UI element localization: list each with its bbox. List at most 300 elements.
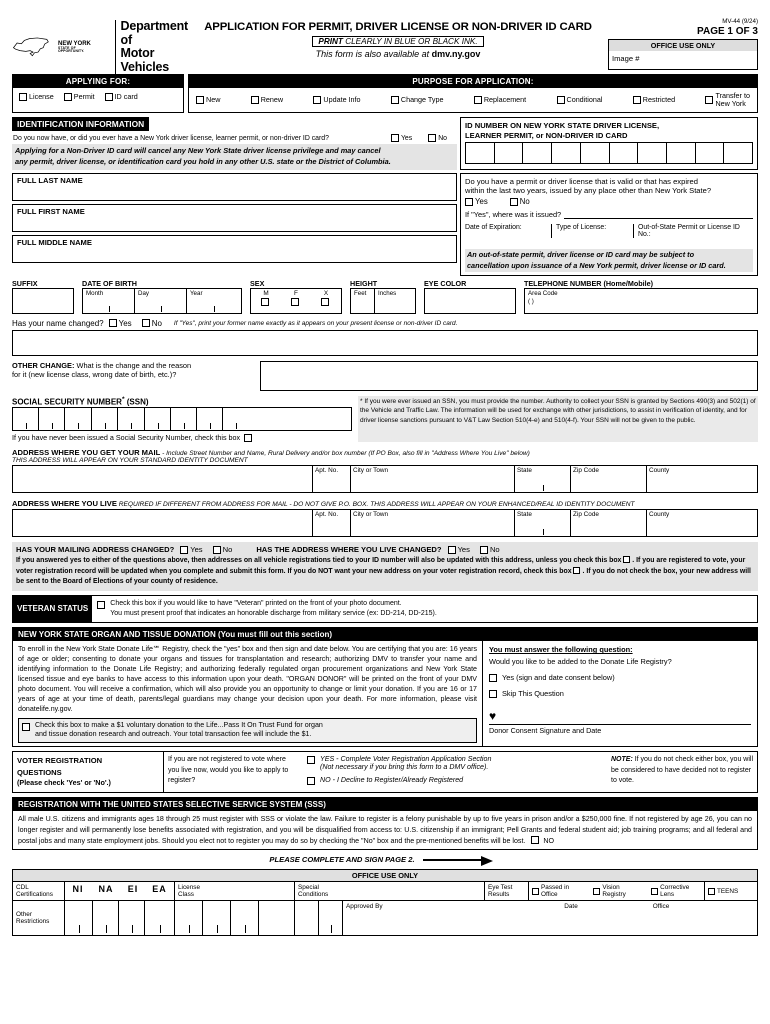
id-digit-cell[interactable] xyxy=(552,143,581,163)
checkbox-square-icon[interactable] xyxy=(261,298,269,306)
address-live-street-input[interactable] xyxy=(13,510,313,536)
tick-mark xyxy=(189,925,190,933)
checkbox-new[interactable] xyxy=(196,95,220,104)
page-header xyxy=(12,18,758,74)
id-digit-cell[interactable] xyxy=(466,143,495,163)
availability-line xyxy=(188,49,608,59)
ssn-title-star: * xyxy=(121,395,125,403)
license-class-label xyxy=(175,882,295,900)
address-mail-apt-input[interactable] xyxy=(313,466,351,492)
city-or-town-label: City or Town xyxy=(353,511,389,519)
dob-year-input[interactable] xyxy=(187,289,241,313)
suffix-input[interactable] xyxy=(12,288,74,314)
restriction-cell[interactable] xyxy=(175,901,203,935)
dob-year-label: Year xyxy=(190,289,203,297)
outofstate-no[interactable] xyxy=(510,197,530,206)
transfer-label-line2: New York xyxy=(715,98,746,108)
checkbox-update-info-label: Update Info xyxy=(323,95,361,105)
donor-consent-signature-line[interactable]: Donor Consent Signature and Date xyxy=(489,724,751,735)
ssn-privacy-note: * If you were ever issued an SSN, you must provide the number. Authority to collect your SSN is granted by Sections 490(3) and 502(1) of the Vehicle and Traffic Law. The information will be used for exchange with other jurisdictions, to assist in verification of identity, and for driver license sanctions pursuant to V&T Law Section 510(4-e) and 510(4-f). Your SSN will not be given to the public. xyxy=(358,396,758,443)
checkbox-square-icon[interactable] xyxy=(532,888,539,895)
id-digit-cell[interactable] xyxy=(638,143,667,163)
voter-note-rest: If you do not check either box, you will be considered to have decided not to register to vote. xyxy=(611,756,754,785)
tick-mark xyxy=(109,306,110,312)
address-changed-paragraph xyxy=(16,556,754,587)
checkbox-square-icon[interactable] xyxy=(142,319,150,327)
license-line2: Class xyxy=(178,891,194,899)
address-mail-inputs[interactable] xyxy=(12,465,758,493)
special-cell[interactable] xyxy=(295,901,319,935)
name-changed-note: If "Yes", print your former name exactly as it appears on your present license or non-driver ID card. xyxy=(173,319,458,327)
address-live-zip-input[interactable] xyxy=(571,510,647,536)
registration-optout-checkbox[interactable] xyxy=(623,556,630,563)
checkbox-conditional-label: Conditional xyxy=(566,95,603,105)
checkbox-square-icon[interactable] xyxy=(448,546,456,554)
ssn-input-grid[interactable] xyxy=(12,407,352,431)
restriction-cell[interactable] xyxy=(119,901,145,935)
mailing-changed-no[interactable] xyxy=(213,545,233,554)
eye-vision-registry[interactable] xyxy=(593,884,641,898)
height-feet-label: Feet xyxy=(354,289,367,297)
checkbox-square-icon[interactable] xyxy=(307,777,315,785)
demographics-row xyxy=(12,279,758,314)
checkbox-renew-label: Renew xyxy=(260,95,284,105)
dollar-donation-text xyxy=(35,721,323,741)
organ-donation-heading: NEW YORK STATE ORGAN AND TISSUE DONATION (You must fill out this section) xyxy=(13,628,757,641)
voter-no-option[interactable] xyxy=(307,776,603,785)
applying-for-options xyxy=(13,88,183,106)
voter-label-line3: (Please check 'Yes' or 'No'.) xyxy=(17,778,111,788)
checkbox-transfer-to-new-york[interactable] xyxy=(705,92,749,107)
dob-inputs[interactable] xyxy=(82,288,242,314)
checkbox-transfer-label xyxy=(715,92,749,107)
purpose-section xyxy=(188,74,758,113)
address-changed-para-c: . If you do not check the box, your new address will be sent to the Board of Elections of your county of residence. xyxy=(16,567,751,586)
image-number-field[interactable]: Image # xyxy=(612,54,640,63)
transfer-label-line1: Transfer to xyxy=(715,91,750,100)
logo-opportunity-text: OPPORTUNITY. xyxy=(58,49,85,53)
sex-option-f[interactable] xyxy=(281,289,311,306)
checkbox-id-card[interactable] xyxy=(105,92,138,101)
id-digit-cell[interactable] xyxy=(724,143,752,163)
agency-name-line1: Department of xyxy=(120,19,188,47)
outofstate-warning-line2: cancellation upon issuance of a New York permit, driver license or ID card. xyxy=(467,260,726,270)
city-or-town-label: City or Town xyxy=(353,467,389,475)
ssn-title xyxy=(12,396,352,407)
office-use-only-box xyxy=(608,39,758,70)
eye-corrective-lens[interactable] xyxy=(651,884,701,898)
address-mail-county-input[interactable] xyxy=(647,466,757,492)
checkbox-square-icon[interactable] xyxy=(64,93,72,101)
checkbox-square-icon[interactable] xyxy=(489,690,497,698)
checkbox-square-icon[interactable] xyxy=(307,756,315,764)
office-use-row-2 xyxy=(13,901,757,935)
checkbox-replacement-label: Replacement xyxy=(483,95,527,105)
donate-life-skip[interactable] xyxy=(489,689,751,698)
ssn-never-issued-checkbox[interactable] xyxy=(244,434,252,442)
logo-stateof-text: STATE OF xyxy=(58,45,76,50)
print-instruction xyxy=(312,36,483,47)
checkbox-change-type[interactable] xyxy=(391,95,444,104)
special-line2: Conditions xyxy=(298,891,329,899)
area-code-paren: ( ) xyxy=(528,297,534,305)
checkbox-replacement[interactable] xyxy=(474,95,526,104)
where-issued-input[interactable] xyxy=(564,211,753,219)
dob-month-input[interactable] xyxy=(83,289,135,313)
print-rest-text: CLEARLY IN BLUE OR BLACK INK. xyxy=(345,37,478,46)
checkbox-square-icon[interactable] xyxy=(651,888,658,895)
donate-life-yes[interactable] xyxy=(489,673,751,682)
other-change-row xyxy=(12,361,758,391)
ssn-never-issued-row xyxy=(12,433,352,442)
new-york-state-outline-icon xyxy=(12,30,56,64)
form-number: MV-44 (9/24) xyxy=(722,18,758,25)
id-number-title-line2: LEARNER PERMIT, or NON-DRIVER ID CARD xyxy=(465,130,628,140)
license-detail-row xyxy=(465,224,753,238)
checkbox-square-icon[interactable] xyxy=(633,96,641,104)
ssn-cell[interactable] xyxy=(197,408,223,430)
checkbox-restricted[interactable] xyxy=(633,95,675,104)
voter-registration-label xyxy=(13,752,163,792)
nys-license-no-label: No xyxy=(438,134,447,142)
name-fields xyxy=(12,173,457,276)
restriction-cell[interactable] xyxy=(93,901,119,935)
height-field-group xyxy=(350,279,416,314)
voter-record-optout-checkbox[interactable] xyxy=(573,567,580,574)
other-change-bold: OTHER CHANGE: xyxy=(12,360,75,370)
checkbox-square-icon[interactable] xyxy=(391,96,399,104)
out-of-state-question xyxy=(465,177,753,197)
other-change-line2: for it (new license class, wrong date of birth, etc.)? xyxy=(12,370,177,380)
tick-mark xyxy=(543,485,544,491)
type-of-license-field[interactable]: Type of License: xyxy=(551,224,633,238)
county-label: County xyxy=(649,511,670,519)
tick-mark xyxy=(214,306,215,312)
ssn-cell[interactable] xyxy=(92,408,118,430)
sex-option-x[interactable] xyxy=(311,289,341,306)
mailing-changed-yes-label: Yes xyxy=(190,545,203,555)
checkbox-square-icon[interactable] xyxy=(391,134,399,142)
checkbox-square-icon[interactable] xyxy=(19,93,27,101)
address-mail-city-input[interactable] xyxy=(351,466,515,492)
apt-no-label: Apt. No. xyxy=(315,511,339,519)
name-changed-yes-label: Yes xyxy=(118,318,132,328)
height-label: HEIGHT xyxy=(350,278,378,288)
names-and-outofstate-row xyxy=(12,173,758,276)
availability-prefix: This form is also available at xyxy=(315,49,432,59)
cdl-code-ei[interactable]: EI xyxy=(127,884,139,895)
outofstate-no-label: No xyxy=(519,197,530,207)
height-inputs[interactable] xyxy=(350,288,416,314)
cdl-code-ni[interactable]: NI xyxy=(72,884,84,895)
special-line1: Special xyxy=(298,884,319,892)
organ-donation-right xyxy=(483,641,757,746)
header-center xyxy=(188,18,608,59)
checkbox-square-icon[interactable] xyxy=(705,96,713,104)
checkbox-square-icon[interactable] xyxy=(557,96,565,104)
full-middle-name-field[interactable]: FULL MIDDLE NAME xyxy=(12,235,457,263)
out-of-state-yesno xyxy=(465,197,753,206)
voter-registration-section xyxy=(12,751,758,793)
organ-donation-body xyxy=(13,641,757,746)
address-mail-state-input[interactable] xyxy=(515,466,571,492)
ssn-title-bold: SOCIAL SECURITY NUMBER xyxy=(12,397,122,407)
checkbox-square-icon[interactable] xyxy=(428,134,436,142)
live-changed-yes[interactable] xyxy=(448,545,470,554)
tick-mark xyxy=(131,423,132,429)
sex-option-m[interactable] xyxy=(251,289,281,306)
voter-no-label: NO - I Decline to Register/Already Registered xyxy=(320,776,464,785)
checkbox-square-icon[interactable] xyxy=(180,546,188,554)
checkbox-change-type-label: Change Type xyxy=(400,95,444,105)
address-live-title-bold: ADDRESS WHERE YOU LIVE xyxy=(12,499,117,509)
outofstate-question-line1: Do you have a permit or driver license that is valid or that has expired xyxy=(465,176,698,186)
voter-note-bold: NOTE: xyxy=(611,756,633,764)
address-changed-section xyxy=(12,542,758,590)
ssn-cell[interactable] xyxy=(118,408,144,430)
dmv-logo xyxy=(12,18,188,74)
cdl-code-na[interactable]: NA xyxy=(98,884,114,895)
checkbox-square-icon[interactable] xyxy=(474,96,482,104)
donate-life-question: Would you like to be added to the Donate Life Registry? xyxy=(489,657,672,667)
cdl-certifications-label xyxy=(13,882,65,900)
height-feet-input[interactable] xyxy=(351,289,375,313)
address-live-city-input[interactable] xyxy=(351,510,515,536)
id-digit-cell[interactable] xyxy=(696,143,725,163)
eye-color-label: EYE COLOR xyxy=(424,278,467,288)
outofstate-question-line2: within the last two years, issued by any place other than New York State? xyxy=(465,186,712,196)
voter-registration-options xyxy=(303,752,607,792)
ssn-row xyxy=(12,396,758,443)
address-live-state-input[interactable] xyxy=(515,510,571,536)
tick-mark xyxy=(158,423,159,429)
mailing-address-changed-question: HAS YOUR MAILING ADDRESS CHANGED? xyxy=(16,545,175,555)
ssn-group-1[interactable] xyxy=(13,408,92,430)
address-changed-para-a: If you answered yes to either of the questions above, then addresses on all vehicle registrations tied to your ID number will also be updated with this address, unless you check this box xyxy=(16,557,622,565)
ssn-cell[interactable] xyxy=(39,408,65,430)
veteran-status-body xyxy=(92,596,757,622)
warning-line-2: any permit, driver license, or identification card you hold in any other U.S. state or the District of Columbia. xyxy=(15,156,391,166)
donate-life-yes-label: Yes (sign and date consent below) xyxy=(502,673,615,683)
address-live-county-input[interactable] xyxy=(647,510,757,536)
other-line1: Other xyxy=(16,911,32,919)
voter-yes-line1: YES - Complete Voter Registration Application Section xyxy=(320,755,492,764)
checkbox-permit-label: Permit xyxy=(73,92,95,101)
checkbox-square-icon[interactable] xyxy=(510,198,518,206)
height-inches-label: Inches xyxy=(378,289,397,297)
eye-line2: Results xyxy=(488,891,510,899)
selective-service-body xyxy=(13,811,757,849)
checkbox-square-icon[interactable] xyxy=(109,319,117,327)
name-changed-yes[interactable] xyxy=(109,319,132,328)
tick-mark xyxy=(217,925,218,933)
address-mail-street-input[interactable] xyxy=(13,466,313,492)
tick-mark xyxy=(26,423,27,429)
checkbox-square-icon[interactable] xyxy=(313,96,321,104)
ssn-group-3[interactable] xyxy=(145,408,249,430)
tick-mark xyxy=(132,925,133,933)
checkbox-license-label: License xyxy=(29,92,54,101)
eye-option-1: Vision Registry xyxy=(602,884,626,899)
ssn-cell[interactable] xyxy=(13,408,39,430)
eye-passed-in-office[interactable] xyxy=(532,884,583,898)
sex-options xyxy=(250,288,342,314)
date-of-expiration-field[interactable]: Date of Expiration: xyxy=(465,224,522,232)
office-use-only-title: OFFICE USE ONLY xyxy=(609,40,757,51)
checkbox-square-icon[interactable] xyxy=(321,298,329,306)
sex-m-label: M xyxy=(263,289,269,297)
restriction-cell[interactable] xyxy=(203,901,231,935)
address-mail-zip-input[interactable] xyxy=(571,466,647,492)
out-of-state-id-field[interactable]: Out-of-State Permit or License ID No.: xyxy=(633,224,753,238)
address-changed-questions xyxy=(16,545,754,554)
veteran-status-section xyxy=(12,595,758,623)
purpose-options xyxy=(189,88,757,112)
selective-service-paragraph: All male U.S. citizens and immigrants ages 18 through 25 must register with SSS or violate the law. Failure to register is a felony punishable by up to five years in prison and/or a $250,000 fine. If not registered by age 26, you can no longer register and will permanently lose benefits associated with registration, and you will be disqualified from access to: U.S. citizenship if an immigrant; Pell Grants and federal student aid; job training programs; and all federal and postal jobs and many state employment jobs. Should you elect not to register you may do so by checking the "No" box and the pre-mentioned benefits will be lost. xyxy=(18,814,752,845)
veteran-status-checkbox[interactable] xyxy=(97,601,105,609)
checkbox-restricted-label: Restricted xyxy=(642,95,676,105)
id-digit-cell[interactable] xyxy=(610,143,639,163)
tick-mark xyxy=(106,925,107,933)
ssn-left xyxy=(12,396,352,443)
checkbox-square-icon[interactable] xyxy=(251,96,259,104)
full-first-name-field[interactable]: FULL FIRST NAME xyxy=(12,204,457,232)
address-mail-title xyxy=(12,448,758,457)
ssn-cell[interactable] xyxy=(145,408,171,430)
checkbox-license[interactable] xyxy=(19,92,54,101)
checkbox-permit[interactable] xyxy=(64,92,95,101)
where-issued-label: If "Yes", where was it issued? xyxy=(465,210,562,220)
ssn-cell[interactable] xyxy=(65,408,91,430)
apt-no-label: Apt. No. xyxy=(315,467,339,475)
restriction-cell[interactable] xyxy=(259,901,295,935)
telephone-field-group xyxy=(524,279,758,314)
checkbox-square-icon[interactable] xyxy=(196,96,204,104)
selective-service-section xyxy=(12,797,758,850)
nys-license-question: Do you now have, or did you ever have a New York driver license, learner permit, or non-driver ID card? xyxy=(13,134,329,142)
address-live-apt-input[interactable] xyxy=(313,510,351,536)
id-digit-cell[interactable] xyxy=(495,143,524,163)
header-right xyxy=(608,18,758,70)
dob-field-group xyxy=(82,279,242,314)
other-change-input[interactable] xyxy=(260,361,758,391)
tick-mark xyxy=(543,529,544,535)
applying-for-section xyxy=(12,74,184,113)
applying-for-heading: APPLYING FOR: xyxy=(13,75,183,88)
dob-day-input[interactable] xyxy=(135,289,187,313)
zip-code-label: Zip Code xyxy=(573,511,599,519)
voter-yes-option[interactable] xyxy=(307,755,603,771)
telephone-input[interactable] xyxy=(524,288,758,314)
restriction-cell[interactable] xyxy=(231,901,259,935)
dollar-donation-checkbox[interactable] xyxy=(22,723,30,731)
nys-license-no[interactable] xyxy=(428,134,447,142)
selective-service-no-checkbox[interactable] xyxy=(531,836,539,844)
voter-label-line2: QUESTIONS xyxy=(17,767,62,777)
checkbox-square-icon[interactable] xyxy=(480,546,488,554)
tick-mark xyxy=(161,306,162,312)
height-inches-input[interactable] xyxy=(375,289,415,313)
id-digit-cell[interactable] xyxy=(523,143,552,163)
tick-mark xyxy=(78,423,79,429)
checkbox-conditional[interactable] xyxy=(557,95,603,104)
identification-heading: IDENTIFICATION INFORMATION xyxy=(12,117,149,131)
checkbox-square-icon[interactable] xyxy=(489,674,497,682)
approval-cell[interactable] xyxy=(343,901,757,935)
id-digit-cell[interactable] xyxy=(581,143,610,163)
checkbox-square-icon[interactable] xyxy=(213,546,221,554)
state-label: State xyxy=(517,467,532,475)
veteran-status-label: VETERAN STATUS xyxy=(13,596,92,622)
tick-mark xyxy=(236,423,237,429)
checkbox-square-icon[interactable] xyxy=(291,298,299,306)
live-changed-no[interactable] xyxy=(480,545,500,554)
address-live-title-rest: REQUIRED IF DIFFERENT FROM ADDRESS FOR MAIL - DO NOT GIVE P.O. BOX. THIS ADDRESS WILL APPEAR ON YOUR ENHANCED/REAL ID IDENTITY DOCUMENT xyxy=(116,501,635,509)
teens-checkbox-group[interactable] xyxy=(705,882,757,900)
voter-registration-prompt: If you are not registered to vote where you live now, would you like to apply to register? xyxy=(163,752,303,792)
checkbox-square-icon[interactable] xyxy=(465,198,473,206)
other-change-line1: What is the change and the reason xyxy=(74,360,192,370)
ssn-cell[interactable] xyxy=(171,408,197,430)
former-name-input[interactable] xyxy=(12,330,758,356)
full-last-name-field[interactable]: FULL LAST NAME xyxy=(12,173,457,201)
special-cell[interactable] xyxy=(319,901,343,935)
eye-color-input[interactable] xyxy=(424,288,516,314)
checkbox-square-icon[interactable] xyxy=(593,888,600,895)
checkbox-square-icon[interactable] xyxy=(708,888,715,895)
tick-mark xyxy=(52,423,53,429)
outofstate-yes[interactable] xyxy=(465,197,488,206)
dob-day-label: Day xyxy=(138,289,150,297)
other-restrictions-label xyxy=(13,901,65,935)
heart-icon: ♥ xyxy=(489,709,497,724)
voter-label-line1: VOTER REGISTRATION xyxy=(17,756,103,766)
ssn-cell[interactable] xyxy=(223,408,249,430)
tick-mark xyxy=(160,925,161,933)
id-number-section xyxy=(460,117,758,169)
approval-date-label: Date xyxy=(564,903,578,911)
cdl-line1: CDL xyxy=(16,884,29,892)
restriction-cell[interactable] xyxy=(65,901,93,935)
checkbox-square-icon[interactable] xyxy=(105,93,113,101)
dmv-website-url: dmv.ny.gov xyxy=(431,49,481,59)
restriction-cell[interactable] xyxy=(145,901,175,935)
name-changed-row xyxy=(12,319,758,328)
office-use-section xyxy=(12,869,758,936)
eye-color-field-group xyxy=(424,279,516,314)
cdl-code-ea[interactable]: EA xyxy=(145,882,175,900)
suffix-field-group xyxy=(12,279,74,314)
checkbox-renew[interactable] xyxy=(251,95,283,104)
telephone-label: TELEPHONE NUMBER (Home/Mobile) xyxy=(524,278,653,288)
organ-donation-section xyxy=(12,627,758,747)
address-live-inputs[interactable] xyxy=(12,509,758,537)
name-changed-no[interactable] xyxy=(142,319,162,328)
ssn-group-2[interactable] xyxy=(92,408,145,430)
cdl-line2: Certifications xyxy=(16,891,53,899)
veteran-text xyxy=(110,599,437,619)
mailing-changed-yes[interactable] xyxy=(180,545,202,554)
form-title: APPLICATION FOR PERMIT, DRIVER LICENSE OR NON-DRIVER ID CARD xyxy=(204,21,592,33)
id-number-input[interactable] xyxy=(465,142,753,164)
id-digit-cell[interactable] xyxy=(667,143,696,163)
nys-license-yes[interactable] xyxy=(391,134,412,142)
zip-code-label: Zip Code xyxy=(573,467,599,475)
voter-registration-note xyxy=(607,752,757,792)
selective-service-no-label: NO xyxy=(543,836,555,845)
checkbox-update-info[interactable] xyxy=(313,95,360,104)
ssn-title-rest: (SSN) xyxy=(124,397,149,407)
